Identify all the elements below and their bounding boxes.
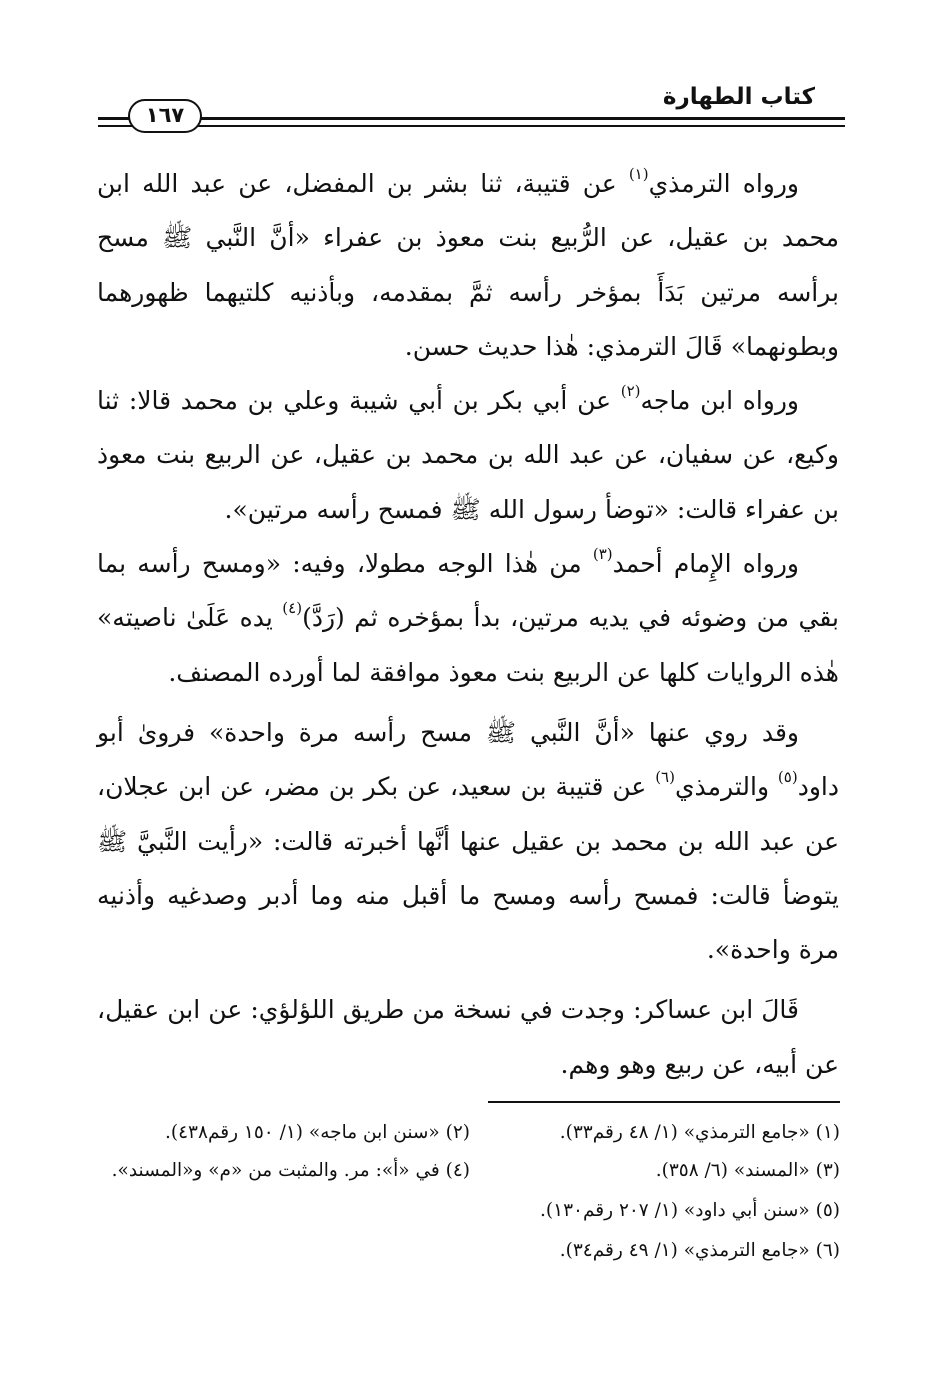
chapter-title: كتاب الطهارة (662, 84, 815, 110)
footnote-ref-1: (١) (628, 165, 649, 183)
header-rule-thin (98, 125, 845, 127)
text-segment: وقد روي عنها «أنَّ النَّبي ﷺ مسح رأسه مرة واحدة» فروىٰ أبو داود (97, 717, 839, 802)
text-segment: والترمذي (674, 772, 778, 802)
footnote-ref-6: (٦) (655, 768, 675, 787)
footnote-6: (٦) «جامع الترمذي» (١/ ٤٩ رقم٣٤). (559, 1240, 840, 1261)
page-number: ١٦٧ (128, 99, 202, 133)
paragraph-1 (97, 157, 839, 374)
paragraph-5 (97, 983, 839, 1092)
paragraph-2 (97, 374, 839, 537)
text-segment: عن قتيبة، ثنا بشر بن المفضل، عن عبد الله ابن محمد بن عقيل، عن الرُّبيع بنت معوذ بن عفراء «أنَّ النَّبي ﷺ مسح برأسه مرتين بَدَأَ بمؤخر رأسه ثمَّ بمقدمه، وبأذنيه كلتيهما ظهورهما وبطونهما» قَالَ الترمذي: هٰذا حديث حسن. (97, 169, 839, 361)
text-segment: قَالَ ابن عساكر: وجدت في نسخة من طريق اللؤلؤي: عن ابن عقيل، عن أبيه، عن ربيع وهو وهم. (97, 995, 839, 1079)
footnote-ref-2: (٢) (620, 382, 641, 401)
text-segment: يده عَلَىٰ ناصيته» هٰذه الروايات كلها عن الربيع بنت معوذ موافقة لما أورده المصنف. (97, 603, 839, 687)
text-segment: ورواه الترمذي (648, 169, 799, 198)
footnote-ref-3: (٣) (592, 545, 613, 564)
main-text (97, 157, 839, 1092)
footnote-5: (٥) «سنن أبي داود» (١/ ٢٠٧ رقم١٣٠). (540, 1200, 840, 1221)
header-rule-thick (98, 117, 845, 120)
text-segment: من هٰذا الوجه مطولا، وفيه: «ومسح رأسه بما بقي من وضوئه في يديه مرتين، بدأ بمؤخره ثم (رَدَّ) (97, 549, 839, 633)
text-segment: عن أبي بكر بن أبي شيبة وعلي بن محمد قالا: ثنا وكيع، عن سفيان، عن عبد الله بن محمد بن عقيل، عن الربيع بنت معوذ بن عفراء قالت: «توضأ رسول الله ﷺ فمسح رأسه مرتين». (97, 386, 839, 524)
footnote-3: (٣) «المسند» (٦/ ٣٥٨). (655, 1160, 840, 1181)
footnote-separator (488, 1101, 840, 1103)
footnote-ref-4: (٤) (282, 599, 303, 618)
paragraph-4 (97, 706, 839, 977)
footnote-4: (٤) في «أ»: مر. والمثبت من «م» و«المسند». (111, 1160, 470, 1181)
text-segment: ورواه ابن ماجه (640, 386, 799, 416)
footnote-2: (٢) «سنن ابن ماجه» (١/ ١٥٠ رقم٤٣٨). (165, 1122, 470, 1143)
paragraph-3 (97, 537, 839, 700)
text-segment: عن قتيبة بن سعيد، عن بكر بن مضر، عن ابن عجلان، عن عبد الله بن محمد بن عقيل عنها أنَّها أخبرته قالت: «رأيت النَّبيَّ ﷺ يتوضأ قالت: فمسح رأسه ومسح ما أقبل منه وما أدبر وصدغيه وأذنيه مرة واحدة». (97, 772, 839, 965)
footnote-ref-5: (٥) (777, 768, 798, 787)
footnote-1: (١) «جامع الترمذي» (١/ ٤٨ رقم٣٣). (559, 1122, 840, 1143)
text-segment: ورواه الإِمام أحمد (612, 549, 799, 579)
